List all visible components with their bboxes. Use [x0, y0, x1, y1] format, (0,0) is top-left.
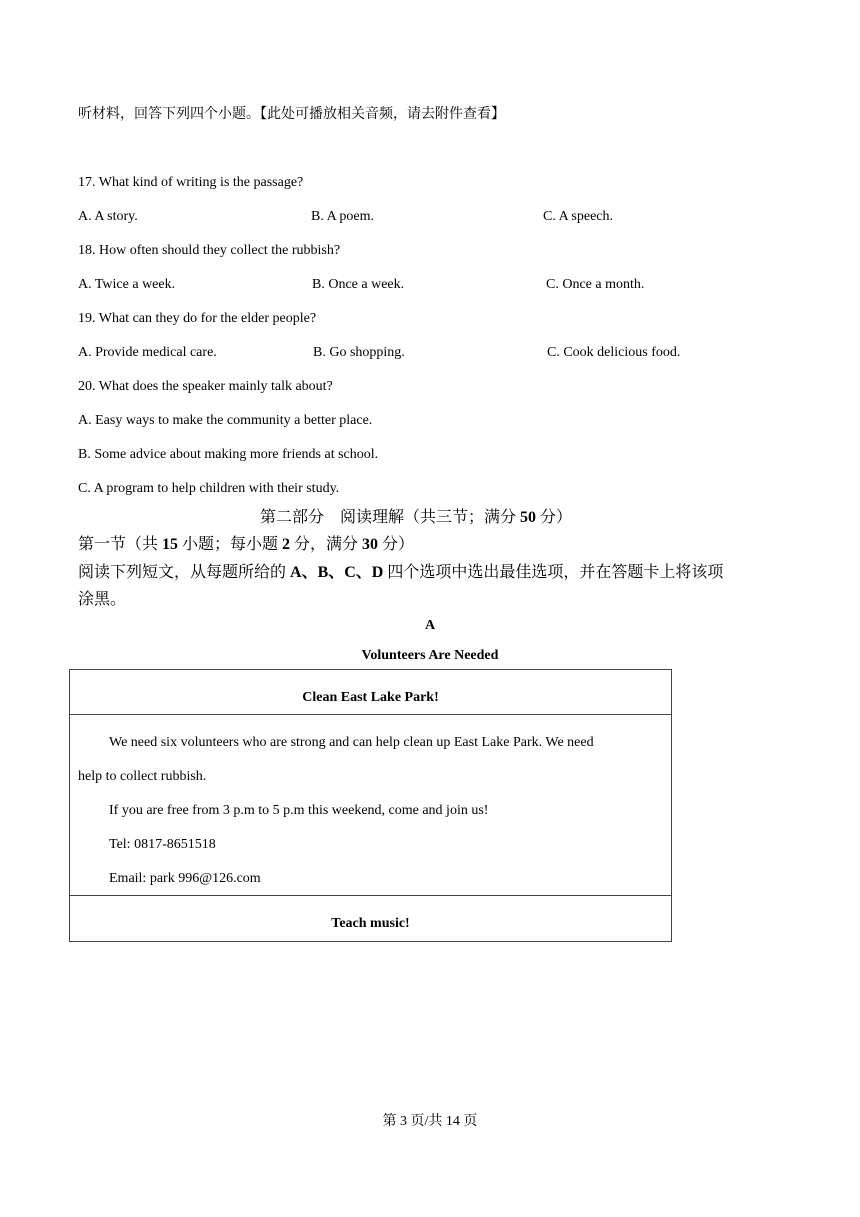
- passage-title: Volunteers Are Needed: [361, 648, 499, 663]
- question-18: 18. How often should they collect the rubbish?: [78, 243, 341, 258]
- q19-option-c: C. Cook delicious food.: [547, 345, 681, 360]
- question-17: 17. What kind of writing is the passage?: [78, 175, 304, 190]
- q17-option-a: A. A story.: [78, 209, 138, 224]
- q19-option-b: B. Go shopping.: [313, 345, 405, 360]
- ad1-title-divider: [70, 714, 671, 715]
- part2-heading: 第二部分 阅读理解（共三节；满分 50 分）: [260, 509, 573, 526]
- question-19: 19. What can they do for the elder people?: [78, 311, 317, 326]
- q20-option-b: B. Some advice about making more friends at school.: [78, 447, 379, 462]
- q18-option-a: A. Twice a week.: [78, 277, 176, 292]
- reading-instruction-line1: 阅读下列短文，从每题所给的 A、B、C、D 四个选项中选出最佳选项，并在答题卡上将该项: [78, 564, 724, 581]
- ad1-telephone: Tel: 0817-8651518: [109, 837, 216, 852]
- q18-option-c: C. Once a month.: [546, 277, 645, 292]
- advert-table: [69, 669, 672, 942]
- q18-option-b: B. Once a week.: [312, 277, 405, 292]
- section1-heading: 第一节（共 15 小题；每小题 2 分，满分 30 分）: [78, 536, 415, 553]
- listening-instruction: 听材料，回答下列四个小题。【此处可播放相关音频，请去附件查看】: [78, 107, 505, 122]
- reading-instruction-line2: 涂黑。: [78, 591, 127, 608]
- question-20: 20. What does the speaker mainly talk about?: [78, 379, 333, 394]
- q17-option-b: B. A poem.: [311, 209, 375, 224]
- ad1-line2: help to collect rubbish.: [78, 769, 207, 784]
- passage-letter: A: [424, 618, 436, 633]
- ad2-title: Teach music!: [331, 916, 410, 931]
- ad1-email: Email: park 996@126.com: [109, 871, 261, 886]
- q17-option-c: C. A speech.: [543, 209, 613, 224]
- page-footer: 第 3 页/共 14 页: [382, 1114, 478, 1129]
- q19-option-a: A. Provide medical care.: [78, 345, 217, 360]
- q20-option-a: A. Easy ways to make the community a better place.: [78, 413, 373, 428]
- ad1-title: Clean East Lake Park!: [302, 690, 439, 705]
- q20-option-c: C. A program to help children with their study.: [78, 481, 340, 496]
- ad2-divider: [70, 895, 671, 896]
- ad1-line3: If you are free from 3 p.m to 5 p.m this weekend, come and join us!: [109, 803, 489, 818]
- ad1-line1: We need six volunteers who are strong and can help clean up East Lake Park. We need: [109, 735, 594, 750]
